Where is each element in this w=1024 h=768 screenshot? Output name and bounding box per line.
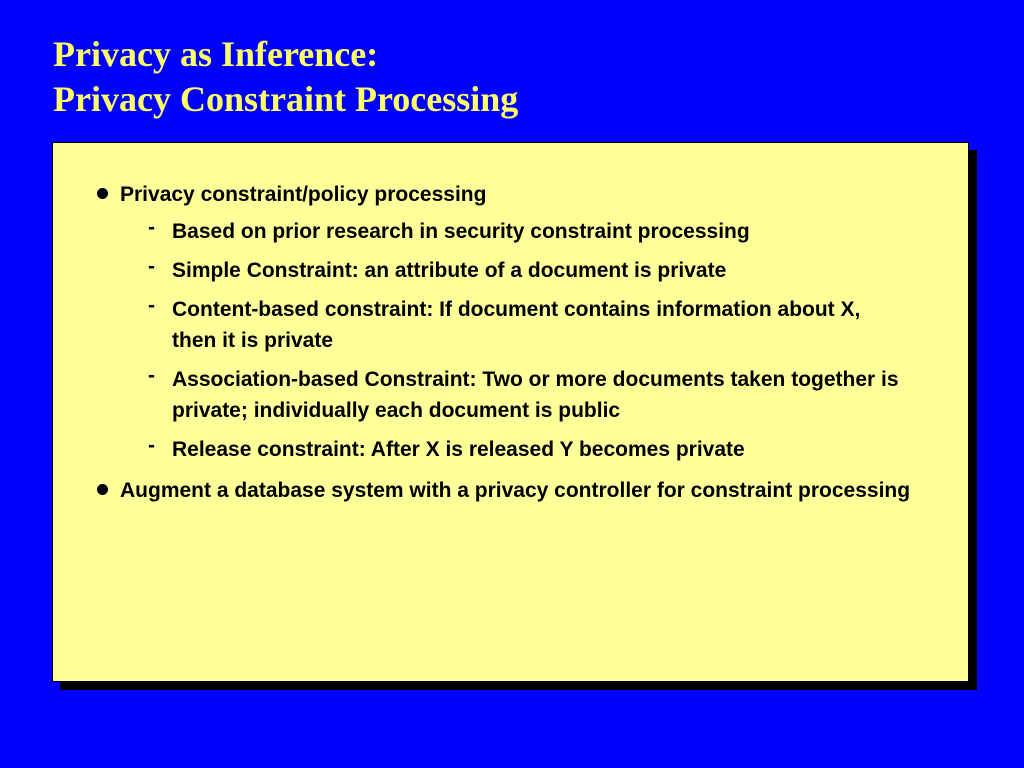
- dash-icon: -: [148, 364, 155, 387]
- slide-title: [53, 32, 518, 122]
- bullet-text: Augment a database system with a privacy controller for constraint processing: [120, 479, 911, 502]
- sub-bullet-item: [120, 255, 948, 286]
- sub-bullet-item: [120, 294, 948, 356]
- sub-bullet-text: Based on prior research in security constraint processing: [172, 220, 750, 243]
- dash-icon: -: [148, 294, 155, 317]
- dash-icon: -: [148, 434, 155, 457]
- dash-icon: -: [148, 255, 155, 278]
- sub-bullet-item: [120, 216, 948, 247]
- bullet-text: Privacy constraint/policy processing: [120, 183, 487, 206]
- sub-bullet-text: Simple Constraint: an attribute of a document is private: [172, 259, 727, 282]
- sub-bullet-list: [120, 216, 948, 465]
- slide-title-line-1: Privacy as Inference:: [53, 34, 379, 74]
- sub-bullet-text: Release constraint: After X is released Y becomes private: [172, 438, 745, 461]
- sub-bullet-item: [120, 434, 948, 465]
- bullet-item: [53, 475, 968, 506]
- bullet-dot-icon: [97, 188, 108, 199]
- slide-title-line-2: Privacy Constraint Processing: [53, 79, 519, 119]
- bullet-item: [53, 179, 968, 465]
- bullet-dot-icon: [97, 484, 108, 495]
- dash-icon: -: [148, 216, 155, 239]
- sub-bullet-item: [120, 364, 948, 426]
- bullet-list: [53, 179, 968, 514]
- content-panel: [52, 142, 969, 682]
- sub-bullet-text: Association-based Constraint: Two or more documents taken together is private; individually each document is public: [172, 368, 899, 422]
- sub-bullet-text: Content-based constraint: If document contains information about X, then it is private: [172, 298, 861, 352]
